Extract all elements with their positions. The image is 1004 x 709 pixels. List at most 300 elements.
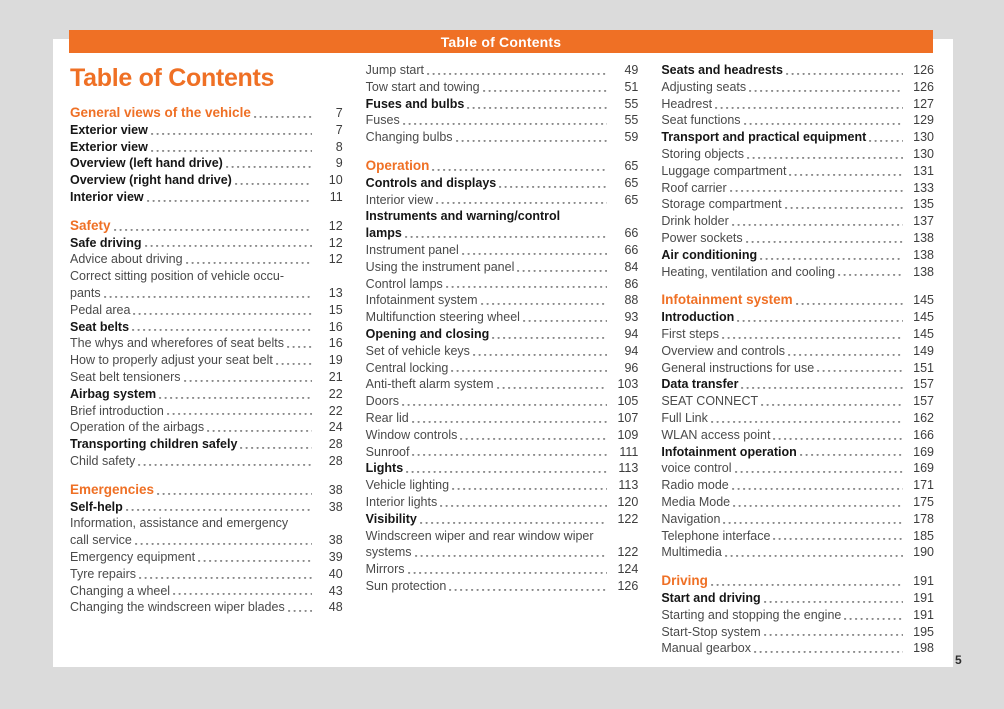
toc-column-1: [70, 62, 343, 657]
toc-entry: [366, 259, 639, 276]
entry-label: Heating, ventilation and cooling: [661, 264, 836, 279]
entry-page-number: 40: [328, 566, 343, 581]
dot-leader: [723, 511, 903, 528]
toc-entry: [70, 335, 343, 352]
entry-page-number: 86: [624, 276, 639, 291]
entry-label: Overview and controls: [661, 343, 786, 358]
entry-label: Introduction: [661, 310, 735, 325]
dot-leader: [240, 436, 311, 453]
dot-leader: [517, 259, 607, 276]
entry-label: Self-help: [70, 499, 123, 514]
entry-page-number: 151: [913, 360, 935, 375]
dot-leader: [722, 326, 903, 343]
toc-entry: [366, 276, 639, 293]
entry-label: Data transfer: [661, 377, 739, 392]
entry-page-number: 166: [913, 427, 935, 442]
dot-leader: [788, 343, 903, 360]
toc-entry: [70, 172, 343, 189]
toc-entry: [70, 436, 343, 453]
entry-label: Lights: [365, 461, 404, 476]
entry-page-number: 191: [913, 607, 935, 622]
entry-page-number: 138: [913, 247, 935, 262]
entry-page-number: 59: [624, 130, 639, 145]
toc-entry: [661, 624, 934, 641]
entry-label: Changing a wheel: [70, 583, 171, 598]
toc-entry: [661, 528, 934, 545]
toc-entry: [366, 326, 639, 343]
entry-page-number: 7: [335, 122, 343, 137]
entry-page-number: 66: [624, 242, 639, 257]
entry-page-number: 109: [617, 427, 639, 442]
toc-entry: [70, 566, 343, 583]
dot-leader: [844, 607, 903, 624]
entry-label: Multifunction steering wheel: [365, 310, 520, 325]
entry-label: Start-Stop system: [661, 624, 761, 639]
entry-page-number: 16: [328, 319, 343, 334]
entry-page-number: 127: [913, 96, 935, 111]
entry-page-number: 13: [328, 285, 343, 300]
entry-page-number: 94: [624, 343, 639, 358]
toc-entry: [366, 528, 639, 545]
dot-leader: [415, 544, 608, 561]
toc-entry: [661, 607, 934, 624]
entry-label: Radio mode: [661, 478, 729, 493]
entry-label: Power sockets: [661, 230, 743, 245]
toc-entry: [366, 511, 639, 528]
toc-entry: [70, 105, 343, 122]
entry-page-number: 126: [617, 578, 639, 593]
dot-leader: [412, 410, 608, 427]
entry-page-number: 145: [913, 293, 935, 308]
entry-page-number: 55: [624, 96, 639, 111]
entry-label: Operation of the airbags: [70, 420, 205, 435]
entry-page-number: 51: [624, 79, 639, 94]
toc-entry: [70, 453, 343, 470]
entry-label: Multimedia: [661, 545, 722, 560]
toc-entry: [70, 268, 343, 285]
dot-leader: [159, 386, 312, 403]
entry-label: Tyre repairs: [70, 566, 136, 581]
dot-leader: [499, 175, 607, 192]
dot-leader: [483, 79, 608, 96]
dot-leader: [460, 427, 607, 444]
entry-page-number: 105: [617, 394, 639, 409]
toc-entry: [661, 494, 934, 511]
entry-label: Operation: [365, 157, 430, 173]
dot-leader: [139, 566, 312, 583]
dot-leader: [523, 309, 607, 326]
entry-page-number: 195: [913, 624, 935, 639]
entry-label: Drink holder: [661, 214, 729, 229]
toc-entry: [661, 410, 934, 427]
entry-page-number: 111: [619, 444, 639, 459]
toc-entry: [661, 146, 934, 163]
entry-page-number: 137: [913, 214, 935, 229]
entry-page-number: 135: [913, 197, 935, 212]
toc-entry: [70, 482, 343, 499]
entry-page-number: 162: [913, 410, 935, 425]
entry-page-number: 12: [328, 235, 343, 250]
toc-entry: [366, 494, 639, 511]
entry-label: Controls and displays: [365, 175, 497, 190]
entry-label: Tow start and towing: [365, 79, 480, 94]
dot-leader: [405, 225, 608, 242]
dot-leader: [754, 640, 903, 657]
entry-label: First steps: [661, 326, 719, 341]
toc-entry: [70, 403, 343, 420]
toc-entry: [661, 129, 934, 146]
entry-page-number: 129: [913, 113, 935, 128]
toc-entry: [661, 309, 934, 326]
entry-page-number: 49: [624, 63, 639, 77]
dot-leader: [473, 343, 607, 360]
entry-page-number: 94: [624, 326, 639, 341]
dot-leader: [785, 196, 903, 213]
entry-label: The whys and wherefores of seat belts: [70, 336, 285, 351]
entry-label: Interior lights: [365, 494, 438, 509]
toc-list-1: [70, 105, 343, 616]
dot-leader: [800, 444, 903, 461]
entry-page-number: 126: [913, 79, 935, 94]
toc-entry: [661, 590, 934, 607]
entry-label: Infotainment system: [365, 293, 478, 308]
dot-leader: [138, 453, 311, 470]
entry-label: Seat functions: [661, 113, 741, 128]
toc-entry: [661, 343, 934, 360]
toc-entry: [70, 549, 343, 566]
entry-label: Visibility: [365, 511, 417, 526]
entry-label: Infotainment system: [661, 292, 793, 308]
toc-entry: [661, 376, 934, 393]
dot-leader: [747, 146, 903, 163]
entry-label: SEAT CONNECT: [661, 394, 759, 409]
toc-entry: [366, 242, 639, 259]
dot-leader: [135, 532, 312, 549]
toc-entry: [366, 578, 639, 595]
dot-leader: [254, 105, 312, 122]
entry-label: Changing the windscreen wiper blades: [70, 600, 285, 615]
toc-entry: [661, 444, 934, 461]
entry-label: Interior view: [70, 189, 144, 204]
toc-entry: [70, 189, 343, 206]
toc-entry: [661, 393, 934, 410]
entry-label: Correct sitting position of vehicle occu-: [70, 269, 284, 284]
entry-page-number: 138: [913, 264, 935, 279]
toc-entry: [366, 192, 639, 209]
toc-entry: [366, 225, 639, 242]
toc-entry: [70, 155, 343, 172]
toc-entry: [366, 410, 639, 427]
toc-entry: [661, 264, 934, 281]
toc-list-2: [366, 62, 639, 595]
toc-entry: [70, 285, 343, 302]
dot-leader: [746, 230, 903, 247]
entry-label: Overview (left hand drive): [70, 156, 223, 171]
entry-label: Seats and headrests: [661, 63, 783, 77]
dot-leader: [184, 369, 312, 386]
dot-leader: [733, 494, 903, 511]
toc-entry: [661, 573, 934, 590]
entry-page-number: 22: [328, 386, 343, 401]
entry-label: Exterior view: [70, 139, 148, 154]
entry-page-number: 38: [328, 482, 343, 497]
entry-label: Child safety: [70, 453, 136, 468]
entry-page-number: 9: [335, 156, 343, 171]
dot-leader: [732, 477, 903, 494]
toc-entry: [366, 175, 639, 192]
dot-leader: [403, 112, 608, 129]
entry-label: Adjusting seats: [661, 79, 747, 94]
entry-page-number: 113: [618, 461, 639, 476]
entry-page-number: 130: [913, 146, 935, 161]
dot-leader: [786, 62, 903, 79]
entry-page-number: 12: [328, 218, 343, 233]
dot-leader: [744, 112, 903, 129]
entry-page-number: 133: [913, 180, 935, 195]
entry-page-number: 171: [913, 478, 935, 493]
toc-entry: [70, 515, 343, 532]
entry-label: Transporting children safely: [70, 437, 238, 452]
dot-leader: [735, 460, 903, 477]
entry-label: Full Link: [661, 410, 708, 425]
dot-leader: [492, 326, 607, 343]
entry-page-number: 149: [913, 343, 935, 358]
entry-page-number: 138: [913, 230, 935, 245]
toc-entry: [70, 369, 343, 386]
entry-page-number: 38: [328, 533, 343, 548]
toc-entry: [70, 235, 343, 252]
dot-leader: [764, 624, 903, 641]
entry-page-number: 169: [913, 444, 935, 459]
dot-leader: [132, 319, 312, 336]
toc-entry: [366, 561, 639, 578]
entry-page-number: 65: [624, 175, 639, 190]
entry-label: Storing objects: [661, 146, 745, 161]
toc-entry: [366, 79, 639, 96]
toc-entry: [661, 460, 934, 477]
dot-leader: [764, 590, 903, 607]
entry-page-number: 131: [913, 163, 935, 178]
entry-page-number: 122: [617, 511, 639, 526]
entry-label: call service: [70, 533, 132, 548]
dot-leader: [287, 335, 312, 352]
toc-entry: [366, 309, 639, 326]
entry-page-number: 19: [328, 353, 343, 368]
entry-label: Information, assistance and emergency: [70, 516, 289, 531]
dot-leader: [451, 360, 607, 377]
dot-leader: [408, 561, 608, 578]
entry-label: Transport and practical equipment: [661, 130, 867, 145]
entry-page-number: 175: [913, 494, 935, 509]
dot-leader: [796, 292, 903, 309]
entry-label: How to properly adjust your seat belt: [70, 353, 273, 368]
entry-page-number: 113: [618, 478, 639, 493]
dot-leader: [456, 129, 608, 146]
entry-label: pants: [70, 285, 101, 300]
dot-leader: [173, 583, 312, 600]
page-title: Table of Contents: [70, 64, 275, 92]
entry-label: Starting and stopping the engine: [661, 607, 842, 622]
entry-label: Central locking: [365, 360, 449, 375]
entry-label: Fuses and bulbs: [365, 96, 465, 111]
entry-label: Anti-theft alarm system: [365, 377, 494, 392]
entry-label: Window controls: [365, 427, 458, 442]
toc-entry: [661, 112, 934, 129]
dot-leader: [198, 549, 312, 566]
dot-leader: [497, 376, 608, 393]
entry-page-number: 157: [913, 394, 935, 409]
toc-entry: [661, 180, 934, 197]
entry-page-number: 107: [617, 410, 639, 425]
entry-label: Doors: [365, 394, 400, 409]
entry-label: Safety: [70, 217, 111, 233]
entry-label: Luggage compartment: [661, 163, 787, 178]
entry-page-number: 130: [913, 130, 935, 145]
entry-page-number: 55: [624, 113, 639, 128]
entry-page-number: 145: [913, 310, 935, 325]
dot-leader: [147, 189, 312, 206]
entry-label: Windscreen wiper and rear window wiper: [365, 528, 594, 543]
dot-leader: [114, 218, 312, 235]
dot-leader: [420, 511, 607, 528]
toc-column-3: [661, 62, 934, 657]
dot-leader: [427, 62, 607, 79]
toc-entry: [661, 326, 934, 343]
entry-label: Driving: [661, 573, 708, 589]
entry-page-number: 120: [617, 494, 639, 509]
entry-label: Emergency equipment: [70, 549, 196, 564]
entry-label: Control lamps: [365, 276, 443, 291]
entry-label: Set of vehicle keys: [365, 343, 470, 358]
entry-label: Sun protection: [365, 578, 447, 593]
entry-label: Navigation: [661, 511, 721, 526]
manual-page: [53, 39, 953, 667]
entry-label: Jump start: [365, 63, 425, 77]
dot-leader: [761, 393, 903, 410]
entry-label: Fuses: [365, 113, 400, 128]
toc-entry: [70, 583, 343, 600]
entry-label: General views of the vehicle: [70, 105, 251, 120]
entry-label: Telephone interface: [661, 528, 771, 543]
toc-entry: [70, 499, 343, 516]
dot-leader: [167, 403, 312, 420]
entry-label: Seat belt tensioners: [70, 369, 181, 384]
dot-leader: [151, 139, 312, 156]
entry-label: Using the instrument panel: [365, 259, 515, 274]
dot-leader: [449, 578, 607, 595]
toc-entry: [366, 343, 639, 360]
dot-leader: [440, 494, 607, 511]
toc-entry: [366, 393, 639, 410]
entry-label: Pedal area: [70, 302, 131, 317]
entry-page-number: 198: [913, 641, 935, 656]
toc-entry: [366, 360, 639, 377]
entry-page-number: 122: [617, 545, 639, 560]
entry-page-number: 43: [328, 583, 343, 598]
toc-entry: [661, 477, 934, 494]
running-header-title: Table of Contents: [440, 33, 562, 50]
dot-leader: [730, 180, 903, 197]
dot-leader: [207, 419, 312, 436]
toc-entry: [661, 213, 934, 230]
toc-entry: [70, 599, 343, 616]
toc-entry: [661, 511, 934, 528]
toc-entry: [70, 139, 343, 156]
toc-entry: [70, 386, 343, 403]
dot-leader: [869, 129, 903, 146]
dot-leader: [711, 410, 903, 427]
entry-label: Interior view: [365, 192, 434, 207]
entry-page-number: 48: [328, 600, 343, 615]
dot-leader: [406, 460, 607, 477]
entry-label: Seat belts: [70, 319, 130, 334]
toc-entry: [366, 112, 639, 129]
toc-entry: [661, 427, 934, 444]
entry-page-number: 93: [624, 310, 639, 325]
toc-column-2: [366, 62, 639, 657]
entry-label: lamps: [365, 226, 402, 241]
dot-leader: [126, 499, 312, 516]
entry-label: Start and driving: [661, 590, 761, 605]
entry-label: General instructions for use: [661, 360, 815, 375]
entry-page-number: 191: [913, 574, 935, 589]
entry-label: Infotainment operation: [661, 444, 797, 459]
entry-label: Media Mode: [661, 494, 731, 509]
entry-label: Opening and closing: [365, 326, 490, 341]
toc-entry: [661, 360, 934, 377]
entry-label: Exterior view: [70, 122, 148, 137]
dot-leader: [749, 79, 903, 96]
dot-leader: [452, 477, 607, 494]
entry-label: Roof carrier: [661, 180, 727, 195]
toc-entry: [366, 129, 639, 146]
toc-entry: [661, 163, 934, 180]
entry-page-number: 16: [328, 336, 343, 351]
dot-leader: [725, 544, 903, 561]
dot-leader: [402, 393, 607, 410]
entry-page-number: 178: [913, 511, 935, 526]
entry-page-number: 157: [913, 377, 935, 392]
entry-label: Instrument panel: [365, 242, 459, 257]
entry-page-number: 145: [913, 326, 935, 341]
entry-page-number: 84: [624, 259, 639, 274]
dot-leader: [288, 599, 312, 616]
entry-label: Safe driving: [70, 235, 142, 250]
toc-entry: [661, 544, 934, 561]
dot-leader: [436, 192, 607, 209]
dot-leader: [145, 235, 312, 252]
dot-leader: [737, 309, 903, 326]
entry-page-number: 190: [913, 545, 935, 560]
entry-page-number: 65: [624, 192, 639, 207]
toc-entry: [661, 247, 934, 264]
toc-entry: [661, 79, 934, 96]
toc-entry: [70, 251, 343, 268]
toc-entry: [366, 376, 639, 393]
dot-leader: [838, 264, 903, 281]
toc-content: [70, 62, 934, 657]
entry-page-number: 15: [328, 302, 343, 317]
dot-leader: [715, 96, 903, 113]
entry-label: systems: [365, 545, 412, 560]
dot-leader: [432, 158, 607, 175]
dot-leader: [157, 482, 312, 499]
toc-entry: [70, 419, 343, 436]
dot-leader: [151, 122, 312, 139]
entry-label: Changing bulbs: [365, 130, 453, 145]
entry-label: Manual gearbox: [661, 641, 751, 656]
toc-entry: [366, 292, 639, 309]
